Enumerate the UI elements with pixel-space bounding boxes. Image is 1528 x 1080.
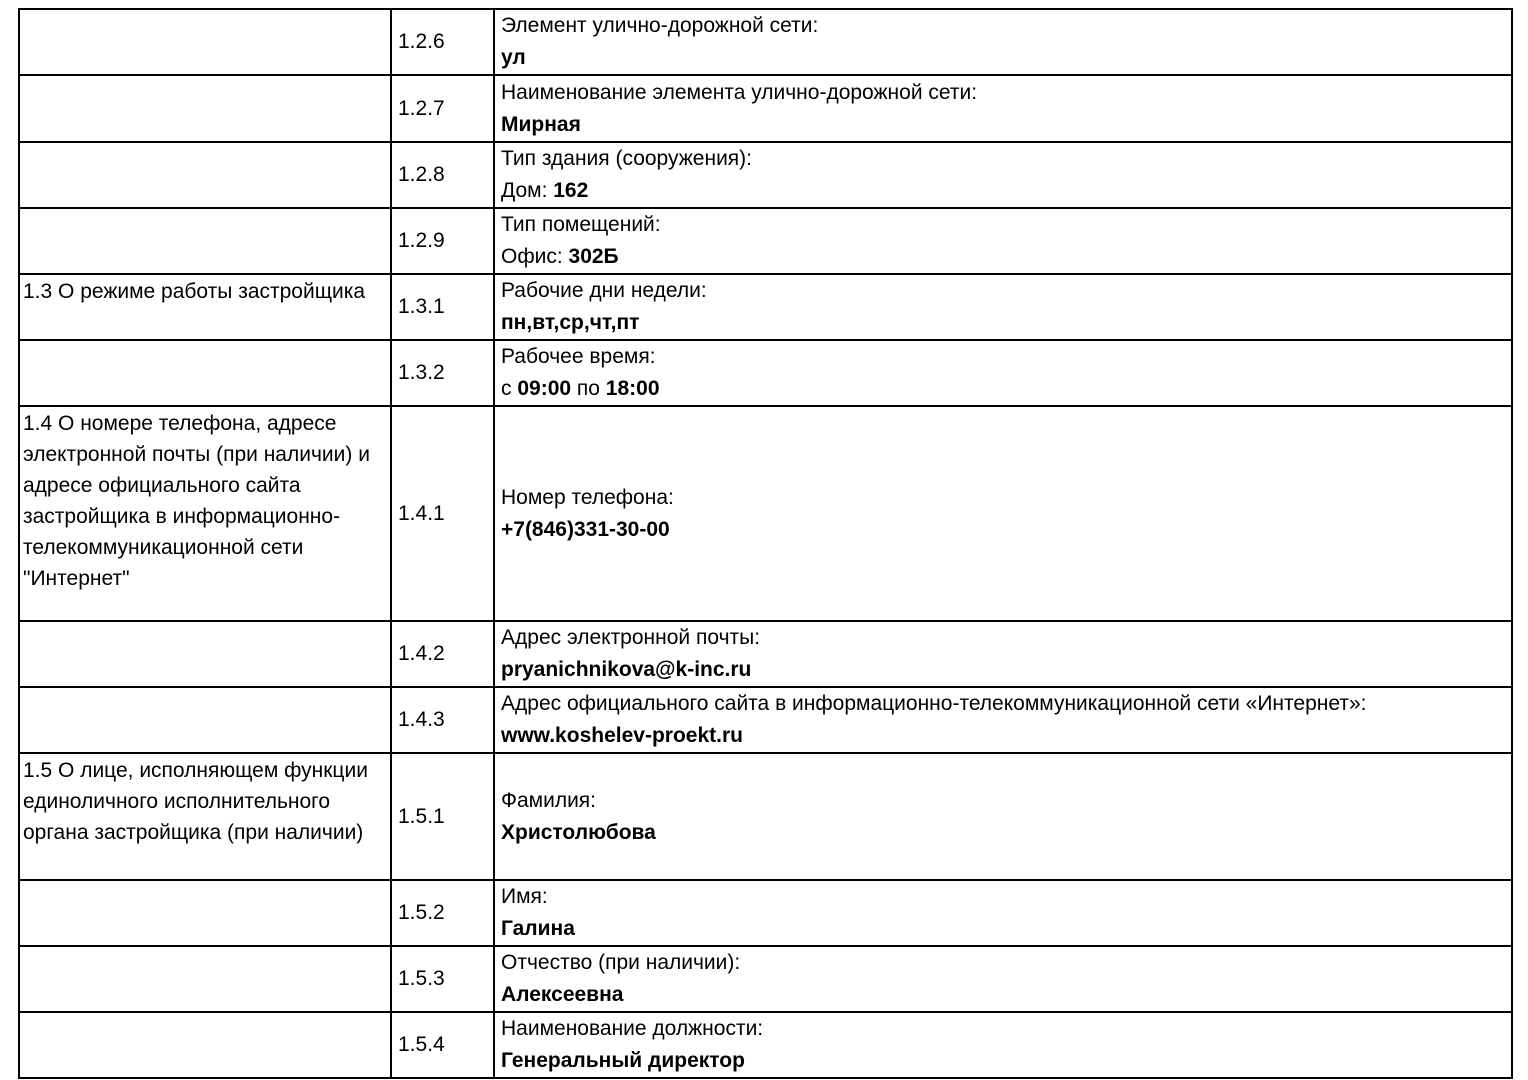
field-value-segment: www.koshelev-proekt.ru: [501, 724, 743, 747]
section-cell: [19, 208, 391, 274]
field-label: Наименование элемента улично-дорожной сети:: [501, 80, 978, 104]
row-code: 1.2.7: [398, 96, 445, 120]
field-label: Рабочие дни недели:: [501, 279, 707, 302]
field-label: Фамилия:: [501, 788, 597, 812]
section-cell: [19, 406, 391, 621]
section-cell: [19, 946, 391, 1012]
code-cell: [391, 946, 494, 1012]
code-cell: [391, 208, 494, 274]
row-code: 1.2.6: [398, 30, 445, 53]
row-code: 1.4.2: [398, 642, 445, 665]
code-cell: [391, 880, 494, 946]
field-label: Тип помещений:: [501, 213, 661, 236]
field-label: Наименование должности:: [501, 1017, 764, 1040]
table-row: [19, 753, 1512, 880]
field-value-segment: pryanichnikova@k-inc.ru: [501, 658, 752, 681]
field-value-segment: +7(846)331-30-00: [501, 517, 670, 541]
table-row: [19, 687, 1512, 753]
field-value: [501, 817, 1511, 849]
content-cell: [494, 621, 1512, 687]
section-cell: [19, 880, 391, 946]
code-cell: [391, 753, 494, 880]
field-value-segment: 09:00: [517, 377, 572, 400]
table-row: [19, 274, 1512, 340]
content-cell: [494, 75, 1512, 142]
field-value-segment: Генеральный директор: [501, 1049, 745, 1072]
field-value: [501, 1045, 1511, 1077]
row-code: 1.2.9: [398, 229, 445, 252]
section-cell: [19, 142, 391, 208]
code-cell: [391, 142, 494, 208]
field-value-segment: Галина: [501, 917, 575, 940]
section-cell: [19, 9, 391, 75]
field-value: [501, 42, 1511, 74]
row-code: 1.4.1: [398, 501, 445, 525]
code-cell: [391, 9, 494, 75]
field-value-segment: с: [501, 377, 518, 400]
row-code: 1.4.3: [398, 708, 445, 731]
document-page: [18, 8, 1513, 1079]
field-value: [501, 373, 1511, 405]
content-cell: [494, 142, 1512, 208]
field-value: [501, 514, 1511, 546]
field-label: Номер телефона:: [501, 485, 674, 509]
field-value: [501, 109, 1511, 141]
table-row: [19, 142, 1512, 208]
content-cell: [494, 946, 1512, 1012]
table-row: [19, 75, 1512, 142]
content-cell: [494, 9, 1512, 75]
field-value-segment: по: [571, 377, 606, 400]
field-value: [501, 979, 1511, 1011]
code-cell: [391, 274, 494, 340]
declaration-table: [18, 8, 1513, 1079]
field-label: Отчество (при наличии):: [501, 951, 741, 974]
field-value-segment: Христолюбова: [501, 820, 656, 844]
section-cell: [19, 75, 391, 142]
section-cell: [19, 753, 391, 880]
code-cell: [391, 75, 494, 142]
row-code: 1.5.1: [398, 804, 445, 828]
field-value: [501, 241, 1511, 273]
table-row: [19, 406, 1512, 621]
code-cell: [391, 406, 494, 621]
field-value: [501, 913, 1511, 945]
table-row: [19, 946, 1512, 1012]
section-title: 1.3 О режиме работы застройщика: [23, 280, 366, 303]
field-label: Адрес электронной почты:: [501, 626, 761, 649]
field-value-segment: Мирная: [501, 112, 581, 136]
field-value: [501, 654, 1511, 686]
content-cell: [494, 340, 1512, 406]
content-cell: [494, 753, 1512, 880]
content-cell: [494, 1012, 1512, 1078]
field-value-segment: ул: [501, 46, 526, 69]
table-row: [19, 621, 1512, 687]
code-cell: [391, 1012, 494, 1078]
section-cell: [19, 1012, 391, 1078]
field-value-segment: 18:00: [605, 377, 660, 400]
field-value-segment: Алексеевна: [501, 983, 624, 1006]
section-cell: [19, 621, 391, 687]
field-value: [501, 175, 1511, 207]
content-cell: [494, 687, 1512, 753]
section-cell: [19, 687, 391, 753]
field-value-segment: 302Б: [568, 245, 619, 268]
section-cell: [19, 340, 391, 406]
row-code: 1.5.2: [398, 901, 445, 924]
field-label: Адрес официального сайта в информационно-телекоммуникационной сети «Интернет»:: [501, 692, 1367, 715]
section-title: 1.5 О лице, исполняющем функции единоличного исполнительного органа застройщика (при наличии): [23, 759, 368, 844]
code-cell: [391, 687, 494, 753]
table-row: [19, 208, 1512, 274]
code-cell: [391, 340, 494, 406]
table-row: [19, 1012, 1512, 1078]
code-cell: [391, 621, 494, 687]
table-row: [19, 9, 1512, 75]
table-row: [19, 340, 1512, 406]
row-code: 1.5.4: [398, 1033, 445, 1056]
field-value-segment: пн,вт,ср,чт,пт: [501, 311, 640, 334]
section-cell: [19, 274, 391, 340]
field-label: Имя:: [501, 885, 548, 908]
content-cell: [494, 880, 1512, 946]
field-value-segment: 162: [553, 179, 589, 202]
content-cell: [494, 274, 1512, 340]
row-code: 1.3.1: [398, 295, 445, 318]
field-label: Тип здания (сооружения):: [501, 147, 752, 170]
field-value-segment: Офис:: [501, 245, 569, 268]
field-value: [501, 307, 1511, 339]
content-cell: [494, 208, 1512, 274]
content-cell: [494, 406, 1512, 621]
row-code: 1.5.3: [398, 967, 445, 990]
field-label: Рабочее время:: [501, 345, 656, 368]
field-label: Элемент улично-дорожной сети:: [501, 14, 819, 37]
section-title: 1.4 О номере телефона, адресе электронной почты (при наличии) и адресе официального сайта застройщика в информационно-телекоммуникационной сети "Интернет": [23, 412, 370, 590]
row-code: 1.2.8: [398, 163, 445, 186]
field-value-segment: Дом:: [501, 179, 554, 202]
table-row: [19, 880, 1512, 946]
field-value: [501, 720, 1511, 752]
row-code: 1.3.2: [398, 361, 445, 384]
